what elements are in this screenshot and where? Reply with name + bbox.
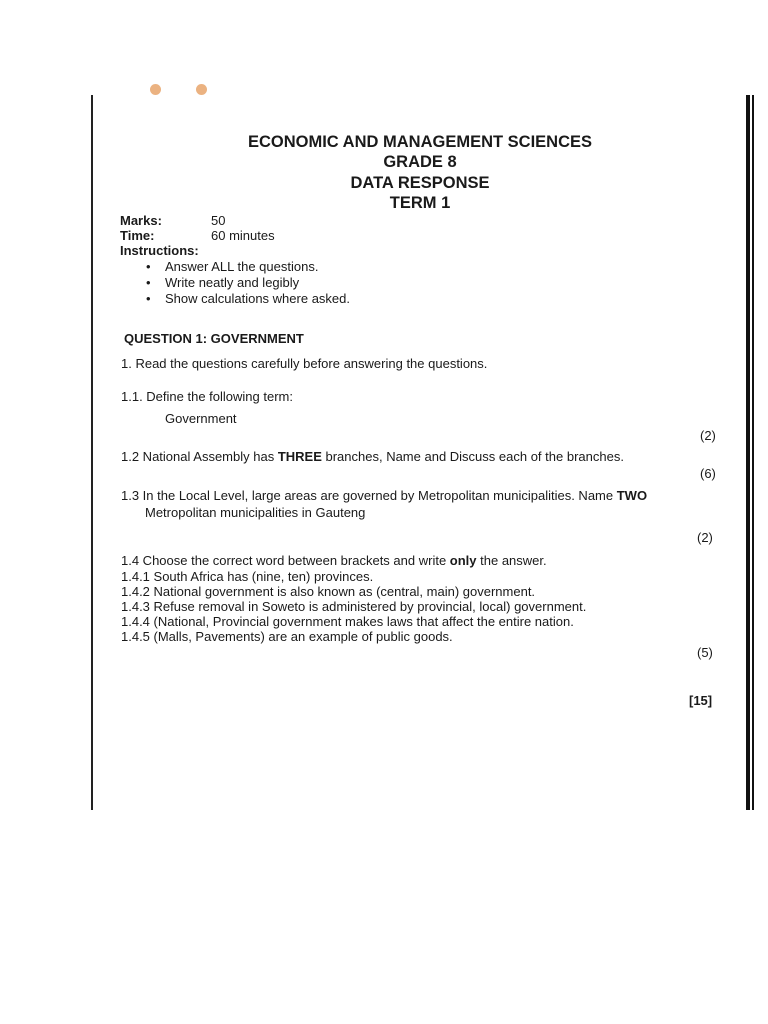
bullet-icon: • bbox=[146, 275, 151, 290]
page-right-border bbox=[746, 95, 750, 810]
page-right-border-inner bbox=[752, 95, 754, 810]
q1-1-marks: (2) bbox=[700, 428, 716, 443]
q1-1-text: 1.1. Define the following term: bbox=[121, 389, 293, 404]
bullet-icon: • bbox=[146, 259, 151, 274]
decorative-dots bbox=[120, 84, 250, 98]
question-intro: 1. Read the questions carefully before answering the questions. bbox=[121, 356, 488, 371]
q1-4-item: 1.4.1 South Africa has (nine, ten) provinces. bbox=[121, 569, 374, 584]
question-total: [15] bbox=[689, 693, 713, 708]
instruction-item: Show calculations where asked. bbox=[165, 291, 350, 306]
q1-4-text: 1.4 Choose the correct word between brackets and write only the answer. bbox=[121, 553, 547, 568]
time-value: 60 minutes bbox=[211, 228, 275, 243]
marks-label: Marks: bbox=[120, 213, 162, 228]
q1-4-item: 1.4.2 National government is also known as (central, main) government. bbox=[121, 584, 536, 599]
q1-3-marks: (2) bbox=[697, 530, 713, 545]
instruction-item: Write neatly and legibly bbox=[165, 275, 300, 290]
q1-4-item: 1.4.4 (National, Provincial government makes laws that affect the entire nation. bbox=[121, 614, 574, 629]
doc-title-grade: GRADE 8 bbox=[383, 153, 457, 171]
q1-4-marks: (5) bbox=[697, 645, 713, 660]
q1-2-text: 1.2 National Assembly has THREE branches, Name and Discuss each of the branches. bbox=[121, 449, 624, 464]
doc-title-subject: ECONOMIC AND MANAGEMENT SCIENCES bbox=[247, 133, 593, 151]
q1-3-text: 1.3 In the Local Level, large areas are governed by Metropolitan municipalities. Name TWO bbox=[121, 488, 648, 503]
time-label: Time: bbox=[120, 228, 155, 243]
instruction-item: Answer ALL the questions. bbox=[165, 259, 319, 274]
instructions-label: Instructions: bbox=[120, 243, 199, 258]
dot-icon bbox=[150, 84, 161, 95]
q1-3-text-line2: Metropolitan municipalities in Gauteng bbox=[145, 505, 366, 520]
bullet-icon: • bbox=[146, 291, 151, 306]
doc-title-term: TERM 1 bbox=[389, 194, 451, 212]
dot-icon bbox=[196, 84, 207, 95]
q1-1-term: Government bbox=[165, 411, 237, 426]
q1-4-item: 1.4.5 (Malls, Pavements) are an example of public goods. bbox=[121, 629, 453, 644]
page-left-border bbox=[91, 95, 93, 810]
marks-value: 50 bbox=[211, 213, 226, 228]
q1-2-marks: (6) bbox=[700, 466, 716, 481]
doc-title-type: DATA RESPONSE bbox=[350, 174, 490, 192]
question-heading: QUESTION 1: GOVERNMENT bbox=[124, 331, 304, 346]
q1-4-item: 1.4.3 Refuse removal in Soweto is administered by provincial, local) government. bbox=[121, 599, 587, 614]
